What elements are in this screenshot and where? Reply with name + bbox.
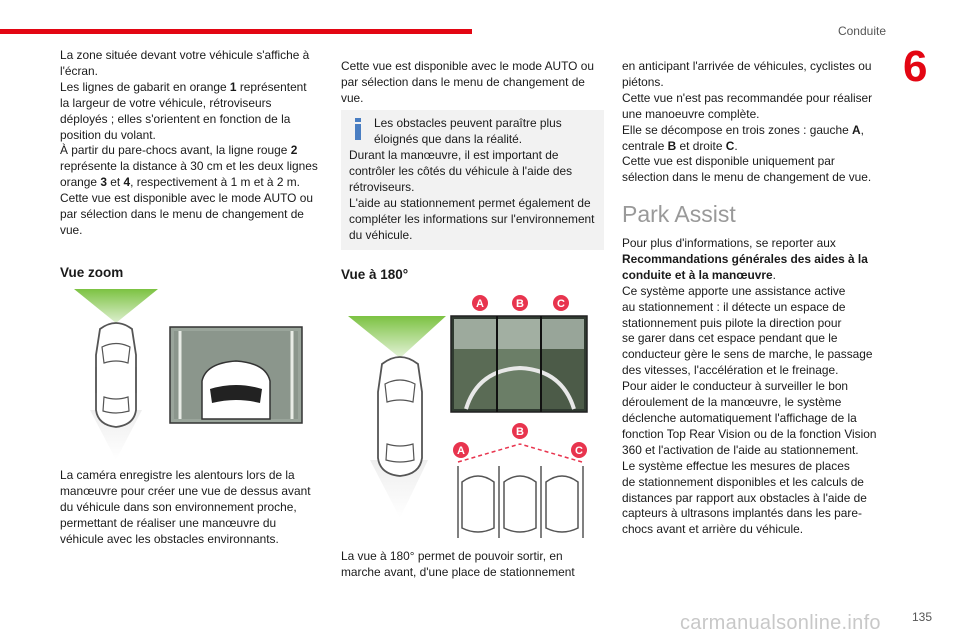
col3-line: Elle se décompose en trois zones : gauche A, <box>622 122 864 137</box>
col1-after-line: manœuvre pour créer une vue de dessus avant <box>60 483 311 498</box>
col1-line: Cette vue est disponible avec le mode AUTO ou <box>60 191 313 206</box>
vue-zoom-heading: Vue zoom <box>60 265 124 280</box>
col2-line: Cette vue est disponible avec le mode AUTO ou <box>341 59 594 73</box>
vue-zoom-illustration <box>70 285 310 460</box>
car-top-view-icon <box>96 323 136 427</box>
col1-after-line: du véhicule dans son environnement proche, <box>60 499 297 514</box>
col1-line: vue. <box>60 222 83 237</box>
note-first-paragraph: Les obstacles peuvent paraître plus éloignés que dans la réalité. <box>374 116 562 146</box>
label-b-marker-lower <box>512 423 528 439</box>
svg-text:A: A <box>457 445 465 457</box>
park-line: de stationnement disponibles et les calculs de <box>622 474 864 489</box>
note-body: Durant la manœuvre, il est important de contrôler les côtés du véhicule à l'aide des rétroviseurs. L'aide au stationnement permet également de compléter les informations sur l'environnement du véhicule. <box>349 148 595 242</box>
park-line: Pour aider le conducteur à surveiller le bon <box>622 379 849 394</box>
svg-text:A: A <box>476 298 484 310</box>
col3-line: en anticipant l'arrivée de véhicules, cyclistes ou <box>622 59 872 73</box>
info-note-box <box>341 110 604 250</box>
col1-line: Les lignes de gabarit en orange 1 représentent <box>60 79 307 94</box>
col3-line: une manoeuvre complète. <box>622 106 760 121</box>
park-line: conducteur gère le sens de marche, le passage <box>622 347 873 362</box>
col1-line: À partir du pare-chocs avant, la ligne rouge 2 <box>60 143 298 158</box>
page-number: 135 <box>912 610 933 624</box>
vue-180-illustration <box>348 290 606 540</box>
col1-line: représente la distance à 30 cm et les deux lignes <box>60 159 318 174</box>
col1-after-line: véhicule avec les obstacles environnants. <box>60 531 279 546</box>
park-line: Pour plus d'informations, se reporter aux <box>622 236 836 250</box>
col1-line: orange 3 et 4, respectivement à 1 m et à 2 m. <box>60 175 300 190</box>
park-line: Ce système apporte une assistance active <box>622 283 846 298</box>
zone-diagram <box>458 444 583 538</box>
park-line: se garer dans cet espace pendant que le <box>622 331 838 346</box>
vue-180-description <box>341 549 606 581</box>
info-icon <box>351 118 365 140</box>
front-camera-zone <box>74 289 158 323</box>
vue-180-heading: Vue à 180° <box>341 267 409 282</box>
park-line: stationnement puis pilote la direction pour <box>622 315 842 330</box>
label-a-marker <box>472 295 488 311</box>
col1-after-line: permettant de réaliser une manœuvre du <box>60 515 277 530</box>
zoom-camera-screen <box>170 327 302 423</box>
col1-after-line: La caméra enregistre les alentours lors de la <box>60 468 295 482</box>
label-b-marker <box>512 295 528 311</box>
col1-line: La zone située devant votre véhicule s'affiche à <box>60 48 310 62</box>
park-line: déclenche automatiquement l'affichage de la <box>622 410 857 425</box>
col2-line: par sélection dans le menu de changement de <box>341 74 585 89</box>
col2-after-line: marche avant, d'une place de stationnement <box>341 564 575 579</box>
chapter-progress-bar <box>0 29 472 34</box>
col3-line: sélection dans le menu de changement de vue. <box>622 170 872 185</box>
svg-text:C: C <box>557 298 565 310</box>
park-line: chocs avant et arrière du véhicule. <box>622 522 804 537</box>
park-line: Le système effectue les mesures de places <box>622 458 850 473</box>
park-assist-heading: Park Assist <box>622 201 736 227</box>
svg-text:C: C <box>575 445 583 457</box>
park-line: capteurs à ultrasons implantés dans les pare- <box>622 506 862 521</box>
park-line: au stationnement : il détecte un espace de <box>622 299 846 314</box>
park-line: 360 et l'activation de l'aide au stationnement. <box>622 442 859 457</box>
col3-line: piétons. <box>622 74 664 89</box>
col3-line: Cette vue est disponible uniquement par <box>622 154 835 169</box>
col2-line: vue. <box>341 90 364 105</box>
col3-line: centrale B et droite C. <box>622 138 738 153</box>
col1-line: la largeur de votre véhicule, rétroviseurs <box>60 95 272 110</box>
column-3 <box>622 59 887 186</box>
col1-line: déployés ; elles s'orientent en fonction de la <box>60 111 291 126</box>
section-title: Conduite <box>837 24 886 38</box>
park-line: déroulement de la manœuvre, le système <box>622 395 842 410</box>
col2-after-line: La vue à 180° permet de pouvoir sortir, en <box>341 549 563 563</box>
column-1 <box>60 48 325 239</box>
park-line: conduite et à la manœuvre. <box>622 267 776 282</box>
rear-camera-zone <box>348 316 446 358</box>
watermark: carmanualsonline.info <box>680 612 881 634</box>
car-top-view-icon <box>378 357 422 476</box>
vue-zoom-description <box>60 468 325 548</box>
rear-camera-screen <box>451 316 587 412</box>
column-2 <box>341 59 606 107</box>
park-line: des vitesses, l'accélération et le freinage. <box>622 363 839 378</box>
col1-line: position du volant. <box>60 127 156 142</box>
park-assist-body <box>622 236 887 538</box>
chapter-number: 6 <box>903 42 928 91</box>
label-c-marker <box>553 295 569 311</box>
col1-line: l'écran. <box>60 63 98 78</box>
park-line: fonction Top Rear Vision ou de la fonction Vision <box>622 426 877 441</box>
label-c-marker-lower <box>571 442 587 458</box>
label-a-marker-lower <box>453 442 469 458</box>
col1-line: par sélection dans le menu de changement de <box>60 207 304 222</box>
svg-text:B: B <box>516 426 524 438</box>
park-line: distances par rapport aux obstacles à l'aide de <box>622 490 867 505</box>
col3-line: Cette vue n'est pas recommandée pour réaliser <box>622 90 873 105</box>
svg-text:B: B <box>516 298 524 310</box>
park-line: Recommandations générales des aides à la <box>622 251 868 266</box>
